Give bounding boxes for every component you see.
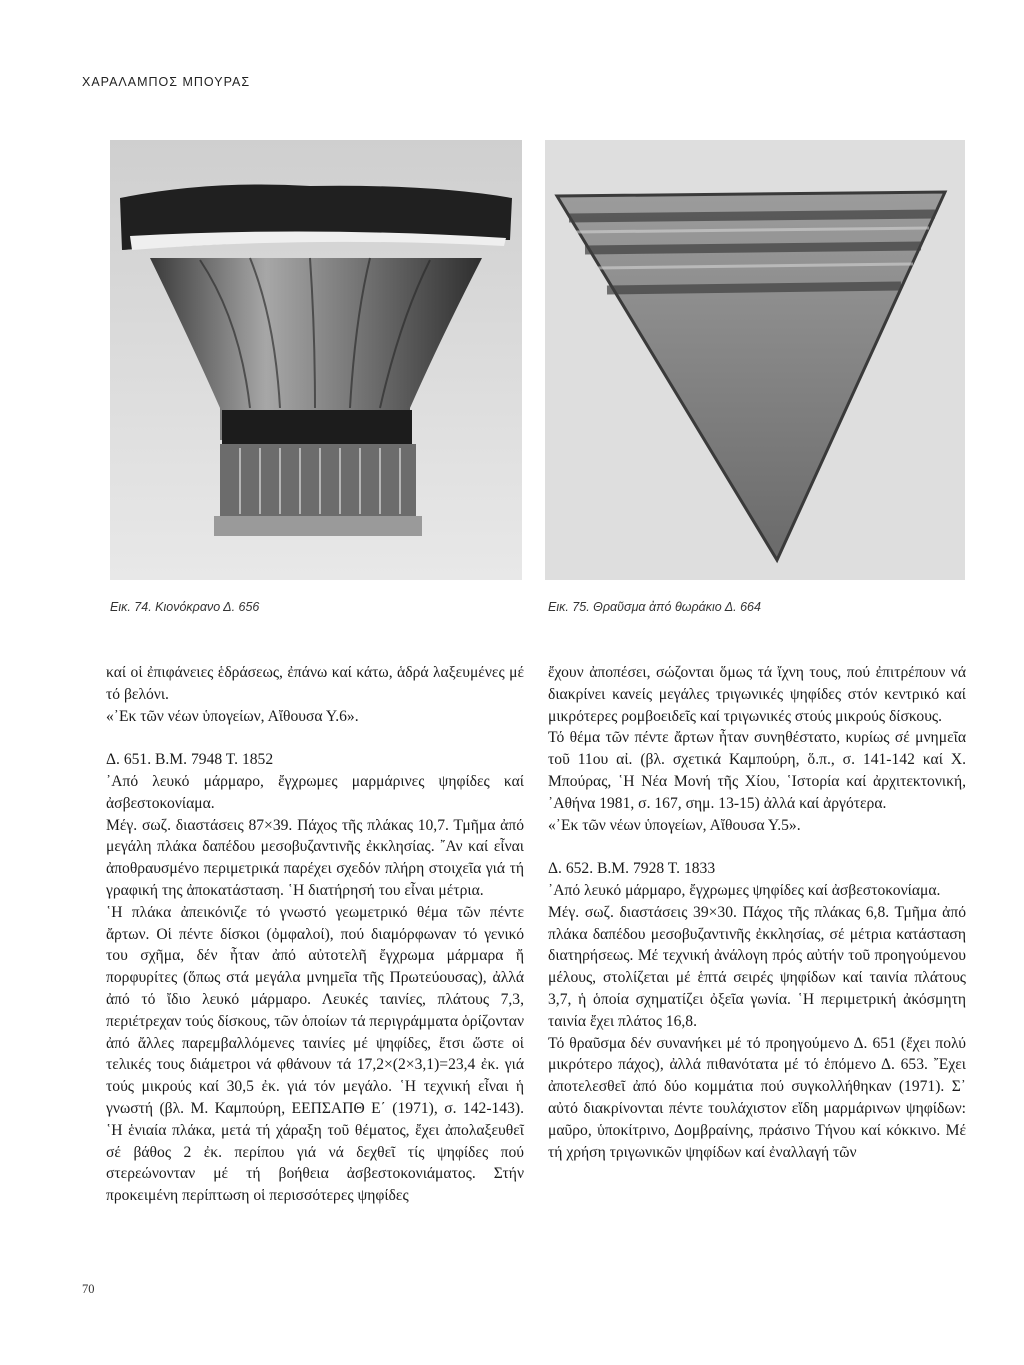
paragraph: ᾿Από λευκό μάρμαρο, ἔγχρωμες μαρμάρινες ψηφίδες καί ἀσβεστοκονίαμα. — [106, 772, 524, 812]
figure-caption-74: Εικ. 74. Κιονόκρανο Δ. 656 — [110, 600, 260, 614]
paragraph: «᾿Εκ τῶν νέων ὑπογείων, Αἴθουσα Υ.5». — [548, 816, 801, 834]
paragraph: ᾿Από λευκό μάρμαρο, ἔγχρωμες ψηφίδες καί ἀσβεστοκονίαμα. — [548, 881, 941, 899]
figure-fragment-photo — [545, 140, 965, 580]
figure-capital-photo — [110, 140, 522, 580]
spacer — [106, 727, 524, 749]
paragraph: «᾿Εκ τῶν νέων ὑπογείων, Αἴθουσα Υ.6». — [106, 707, 359, 725]
paragraph: Μέγ. σωζ. διαστάσεις 87×39. Πάχος τῆς πλάκας 10,7. Τμῆμα ἀπό μεγάλη πλάκα δαπέδου μεσοβυζαντινῆς ἐκκλησίας. ῎Αν καί εἶναι ἀποθραυσμένο περιμετρικά παρέχει σχεδόν πλήρη στοιχεῖα γιά τή γραφική της ἀποκατάσταση. ῾Η διατήρησή του εἶναι μέτρια. — [106, 816, 524, 899]
page-number: 70 — [82, 1282, 95, 1296]
running-head: ΧΑΡΑΛΑΜΠΟΣ ΜΠΟΥΡΑΣ — [82, 75, 251, 89]
right-column — [548, 662, 966, 1163]
paragraph: ἔχουν ἀποπέσει, σώζονται ὅμως τά ἴχνη τους, πού ἐπιτρέπουν νά διακρίνει κανείς μεγάλες τριγωνικές ψηφίδες στόν κεντρικό καί μικρότερες ρομβοειδεῖς καί τριγωνικές στούς μικρούς δίσκους. — [548, 664, 966, 725]
paragraph: ῾Η πλάκα ἀπεικόνιζε τό γνωστό γεωμετρικό θέμα τῶν πέντε ἄρτων. Οἱ πέντε δίσκοι (ὀμφαλοί), πού διαμόρφωναν τό γενικό του σχῆμα, δέν ἦταν ἀπό αὐτοτελῆ ἔγχρωμα μάρμαρα ἤ πορφυρίτες (ὅπως στά μεγάλα μνημεῖα τῆς Πρωτεύουσας), ἀλλά ἀπό τό ἴδιο λευκό μάρμαρο. Λευκές ταινίες, πλάτους 7,3, περιέτρεχαν τούς δίσκους, τῶν ὁποίων τά περιγράμματα ὁρίζονταν ἀπό ἄλλες παρεμβαλλόμενες ταινίες μέ ψηφίδες, ἔτσι ὥστε οἱ τελικές τους διάμετροι νά φθάνουν τά 17,2×(2×3,1)=23,4 ἐκ. γιά τούς μικρούς καί 30,5 ἐκ. γιά τόν μεγάλο. ῾Η τεχνική εἶναι ἡ γνωστή (βλ. Μ. Καμπούρη, ΕΕΠΣΑΠΘ Ε΄ (1971), σ. 142-143). ῾Η ἑνιαία πλάκα, μετά τή χάραξη τοῦ θέματος, ἔχει ἀπολαξευθεῖ σέ βάθος 2 ἐκ. περίπου γιά νά δεχθεῖ τίς ψηφίδες πού στερεώνονταν μέ τή βοήθεια ἀσβεστοκονιάματος. Στήν προκειμένη περίπτωση οἱ περισσότερες ψηφίδες — [106, 903, 524, 1205]
paragraph: Μέγ. σωζ. διαστάσεις 39×30. Πάχος τῆς πλάκας 6,8. Τμῆμα ἀπό πλάκα δαπέδου μεσοβυζαντινῆς ἐκκλησίας, σέ μέτρια κατάσταση διατηρήσεως. Μέ τεχνική ἀνάλογη πρός αὐτήν τοῦ προηγούμενου μέλους, στολίζεται μέ ἑπτά σειρές ψηφίδων καί ταινία πλάτους 3,7, ἡ ὁποία σχηματίζει ὀξεῖα γωνία. ῾Η περιμετρική ἀκόσμητη ταινία ἔχει πλάτος 16,8. — [548, 903, 966, 1030]
paragraph: Τό θέμα τῶν πέντε ἄρτων ἦταν συνηθέστατο, κυρίως σέ μνημεῖα τοῦ 11ου αἰ. (βλ. σχετικά Καμπούρη, ὅ.π., σ. 141-142 καί Χ. Μπούρας, ῾Η Νέα Μονή τῆς Χίου, ῾Ιστορία καί ἀρχιτεκτονική, ᾿Αθήνα 1981, σ. 167, σημ. 13-15) ἀλλά καί ἀργότερα. — [548, 729, 966, 812]
spacer — [548, 836, 966, 858]
catalogue-entry-heading: Δ. 652. Β.Μ. 7928 Τ. 1833 — [548, 860, 716, 878]
fragment-photo-image — [545, 140, 965, 580]
figure-caption-75: Εικ. 75. Θραῦσμα ἀπό θωράκιο Δ. 664 — [548, 600, 761, 614]
catalogue-entry-heading: Δ. 651. Β.Μ. 7948 Τ. 1852 — [106, 751, 274, 769]
paragraph: καί οἱ ἐπιφάνειες ἑδράσεως, ἐπάνω καί κάτω, ἁδρά λαξευμένες μέ τό βελόνι. — [106, 664, 524, 703]
capital-photo-image — [110, 140, 522, 580]
paragraph: Τό θραῦσμα δέν συνανήκει μέ τό προηγούμενο Δ. 651 (ἔχει πολύ μικρότερο πάχος), ἀλλά πιθανότατα μέ τό ἑπόμενο Δ. 653. ῎Εχει ἀποτελεσθεῖ ἀπό δύο κομμάτια πού συγκολλήθηκαν (1971). Σ᾿ αὐτό διακρίνονται πέντε τουλάχιστον εἴδη μαρμάρινων ψηφίδων: μαῦρο, ὑποκίτρινο, Δομβραίνης, πράσινο Τήνου καί κόκκινο. Μέ τή χρήση τριγωνικῶν ψηφίδων καί ἐναλλαγή τῶν — [548, 1034, 966, 1161]
left-column — [106, 662, 524, 1207]
